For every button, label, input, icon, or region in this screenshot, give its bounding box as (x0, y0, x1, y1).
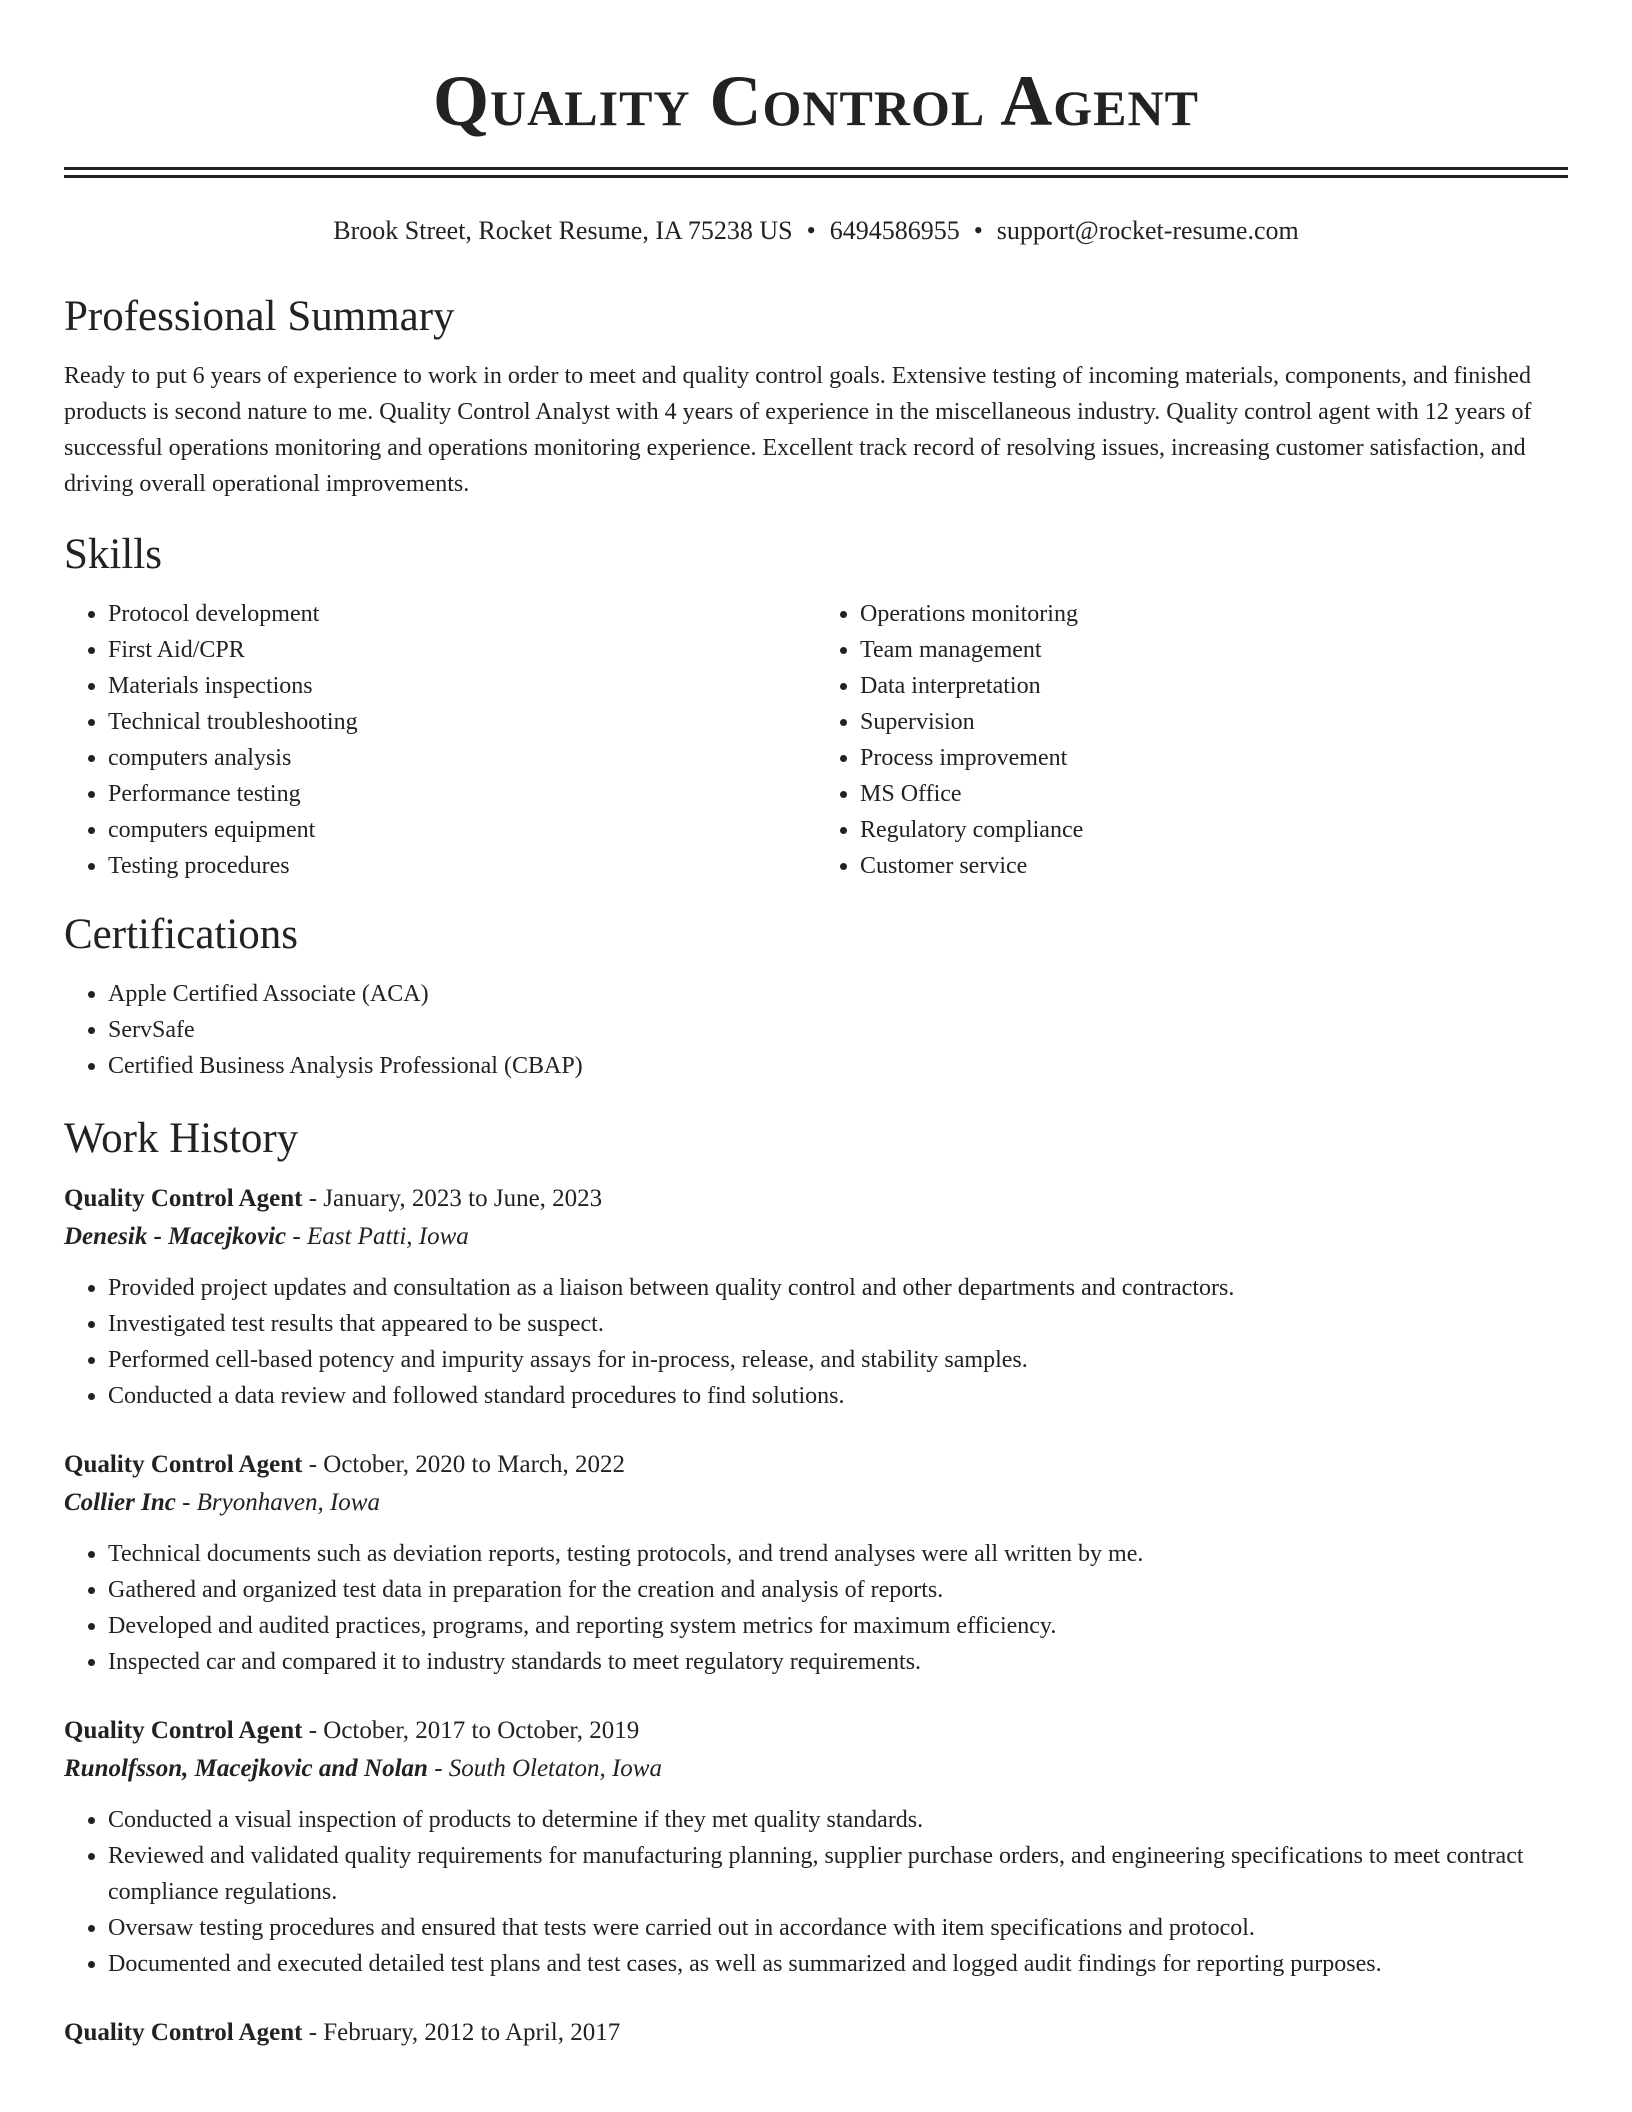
job-bullet: • Conducted a data review and followed standard procedures to find solutions. (108, 1378, 1568, 1414)
job-title-line: Quality Control Agent - October, 2017 to October, 2019 (64, 1717, 640, 1744)
skill-item: • Process improvement (860, 740, 1568, 776)
job-location: South Oletaton, Iowa (448, 1755, 662, 1782)
contact-separator: • (973, 216, 983, 245)
skill-item: • Technical troubleshooting (108, 704, 816, 740)
job-entry (64, 1446, 1568, 1680)
certification-item: • Apple Certified Associate (ACA) (108, 976, 1568, 1012)
certifications-list (64, 976, 1568, 1084)
job-bullet: • Inspected car and compared it to industry standards to meet regulatory requirements. (108, 1644, 1568, 1680)
job-bullets (64, 1536, 1568, 1680)
job-location: East Patti, Iowa (306, 1223, 469, 1250)
job-entry (64, 2014, 1568, 2052)
job-bullet: • Performed cell-based potency and impurity assays for in-process, release, and stability samples. (108, 1342, 1568, 1378)
job-bullet: • Technical documents such as deviation reports, testing protocols, and trend analyses were all written by me. (108, 1536, 1568, 1572)
contact-separator: • (806, 216, 816, 245)
work-history-section (64, 1112, 1568, 2052)
job-title-line: Quality Control Agent - October, 2020 to March, 2022 (64, 1451, 625, 1478)
skill-item: • Protocol development (108, 596, 816, 632)
skill-item: • Operations monitoring (860, 596, 1568, 632)
summary-text: Ready to put 6 years of experience to work in order to meet and quality control goals. Extensive testing of incoming materials, components, and finished products is second nature to me. Quality Control Analyst with 4 years of experience in the miscellaneous industry. Quality control agent with 12 years of successful operations monitoring and operations monitoring experience. Excellent track record of resolving issues, increasing customer satisfaction, and driving overall operational improvements. (64, 363, 1532, 497)
skill-item: • Data interpretation (860, 668, 1568, 704)
certification-item: • ServSafe (108, 1012, 1568, 1048)
contact-line (64, 214, 1568, 248)
job-dates: October, 2020 to March, 2022 (323, 1451, 625, 1478)
skills-list-left (64, 596, 816, 884)
job-company-line: Runolfsson, Macejkovic and Nolan - South Oletaton, Iowa (64, 1755, 662, 1782)
skill-item: • Supervision (860, 704, 1568, 740)
job-title-line: Quality Control Agent - February, 2012 to April, 2017 (64, 2019, 621, 2046)
resume-content (64, 290, 1568, 2084)
job-title: Quality Control Agent (64, 1185, 303, 1212)
job-entry (64, 1180, 1568, 1414)
job-company: Denesik - Macejkovic (64, 1223, 287, 1250)
skill-item: • First Aid/CPR (108, 632, 816, 668)
job-title-line: Quality Control Agent - January, 2023 to June, 2023 (64, 1185, 603, 1212)
certifications-section (64, 908, 1568, 1084)
resume-title: Quality Control Agent (433, 61, 1199, 141)
job-bullet: • Conducted a visual inspection of products to determine if they met quality standards. (108, 1802, 1568, 1838)
contact-phone: 6494586955 (829, 216, 960, 245)
header-divider-top (64, 167, 1568, 170)
job-bullets (64, 1802, 1568, 1982)
job-bullet: • Provided project updates and consultation as a liaison between quality control and other departments and contractors. (108, 1270, 1568, 1306)
skill-item: • computers equipment (108, 812, 816, 848)
job-location: Bryonhaven, Iowa (196, 1489, 380, 1516)
job-bullet: • Developed and audited practices, programs, and reporting system metrics for maximum efficiency. (108, 1608, 1568, 1644)
contact-address: Brook Street, Rocket Resume, IA 75238 US (333, 216, 793, 245)
job-title: Quality Control Agent (64, 2019, 303, 2046)
skill-item: • Performance testing (108, 776, 816, 812)
skill-item: • Materials inspections (108, 668, 816, 704)
job-dates: October, 2017 to October, 2019 (323, 1717, 640, 1744)
summary-heading: Professional Summary (64, 293, 455, 340)
summary-section (64, 290, 1568, 502)
work-history-heading: Work History (64, 1115, 299, 1162)
skills-section (64, 528, 1568, 884)
job-bullet: • Oversaw testing procedures and ensured that tests were carried out in accordance with item specifications and protocol. (108, 1910, 1568, 1946)
skill-item: • Customer service (860, 848, 1568, 884)
job-title: Quality Control Agent (64, 1717, 303, 1744)
job-dates: January, 2023 to June, 2023 (323, 1185, 603, 1212)
skills-heading: Skills (64, 531, 162, 578)
skill-item: • Team management (860, 632, 1568, 668)
job-title: Quality Control Agent (64, 1451, 303, 1478)
job-bullet: • Gathered and organized test data in preparation for the creation and analysis of reports. (108, 1572, 1568, 1608)
skill-item: • Regulatory compliance (860, 812, 1568, 848)
skill-item: • Testing procedures (108, 848, 816, 884)
job-bullet: • Investigated test results that appeared to be suspect. (108, 1306, 1568, 1342)
certifications-heading: Certifications (64, 911, 299, 958)
job-company-line: Denesik - Macejkovic - East Patti, Iowa (64, 1223, 469, 1250)
job-bullet: • Documented and executed detailed test plans and test cases, as well as summarized and logged audit findings for reporting purposes. (108, 1946, 1568, 1982)
skills-list-right (816, 596, 1568, 884)
job-company-line: Collier Inc - Bryonhaven, Iowa (64, 1489, 380, 1516)
job-company: Collier Inc (64, 1489, 176, 1516)
job-company: Runolfsson, Macejkovic and Nolan (64, 1755, 428, 1782)
contact-email: support@rocket-resume.com (996, 216, 1299, 245)
job-entry (64, 1712, 1568, 1982)
skill-item: • MS Office (860, 776, 1568, 812)
job-dates: February, 2012 to April, 2017 (323, 2019, 621, 2046)
certification-item: • Certified Business Analysis Professional (CBAP) (108, 1048, 1568, 1084)
job-bullets (64, 1270, 1568, 1414)
skill-item: • computers analysis (108, 740, 816, 776)
header-divider-bottom (64, 175, 1568, 178)
skills-columns (64, 596, 1568, 884)
job-bullet: • Reviewed and validated quality requirements for manufacturing planning, supplier purchase orders, and engineering specifications to meet contract compliance regulations. (108, 1838, 1568, 1910)
